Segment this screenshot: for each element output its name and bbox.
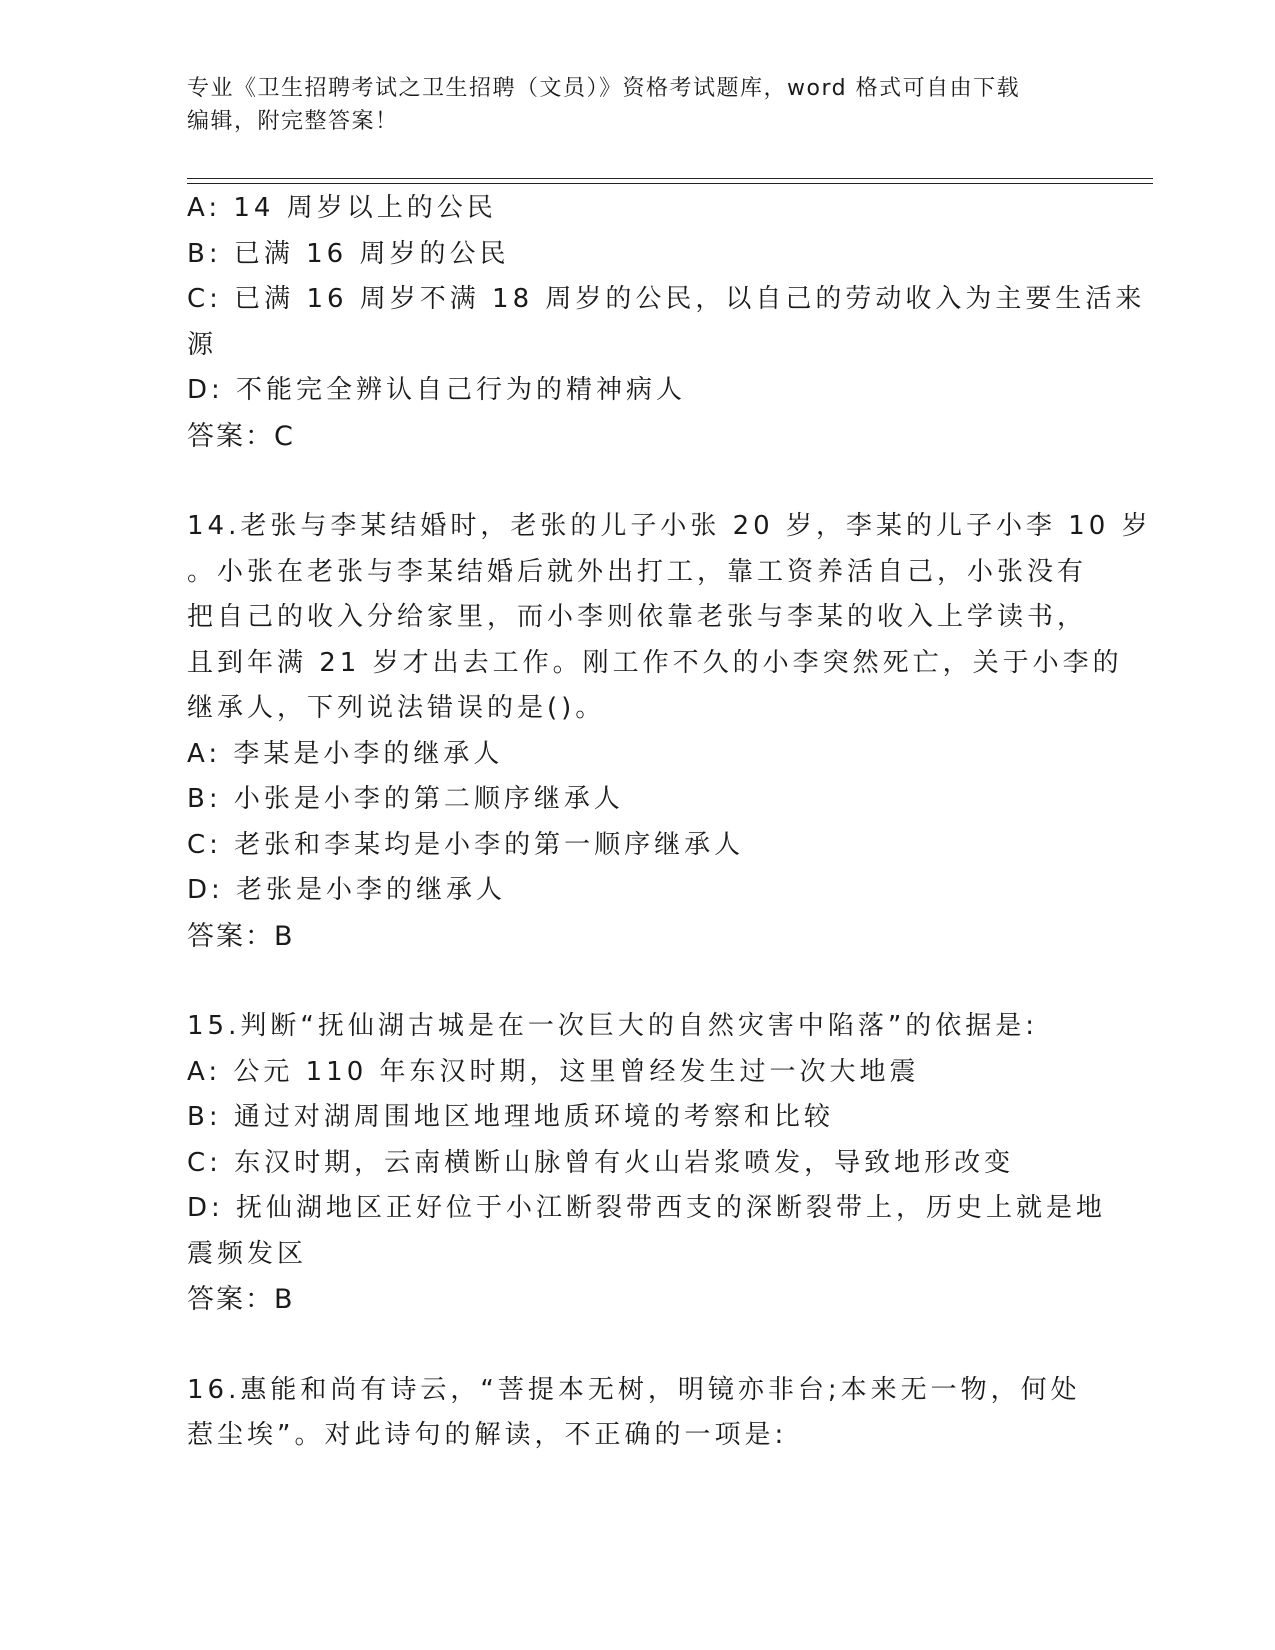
- option-c: C: 东汉时期，云南横断山脉曾有火山岩浆喷发，导致地形改变: [187, 1147, 1015, 1178]
- question-content: [187, 186, 1152, 1459]
- question-stem-line: 把自己的收入分给家里，而小李则依靠老张与李某的收入上学读书，: [187, 602, 1088, 632]
- option-b: B: 小张是小李的第二顺序继承人: [187, 784, 624, 814]
- option-a: A: 14 周岁以上的公民: [187, 193, 497, 223]
- answer-label: 答案：B: [187, 1284, 295, 1315]
- option-b: B: 通过对湖周围地区地理地质环境的考察和比较: [187, 1102, 834, 1132]
- question-stem-line: 且到年满 21 岁才出去工作。刚工作不久的小李突然死亡，关于小李的: [187, 647, 1123, 678]
- question-stem-line: 14.老张与李某结婚时，老张的儿子小张 20 岁，李某的儿子小李 10 岁: [187, 511, 1152, 541]
- question-stem-line: 15.判断“抚仙湖古城是在一次巨大的自然灾害中陷落”的依据是:: [187, 1011, 1039, 1041]
- option-a: A: 李某是小李的继承人: [187, 738, 504, 769]
- question-14-block: [187, 504, 1152, 959]
- option-c-continued: 源: [187, 329, 218, 360]
- header-line-1: 专业《卫生招聘考试之卫生招聘（文员）》资格考试题库，word 格式可自由下载: [187, 76, 1021, 101]
- header-divider-top: [187, 178, 1153, 179]
- question-stem-line: 继承人，下列说法错误的是()。: [187, 693, 606, 723]
- question-15-block: [187, 1004, 1107, 1323]
- question-stem-line: 。小张在老张与李某结婚后就外出打工，靠工资养活自己，小张没有: [187, 556, 1088, 587]
- option-d: D: 老张是小李的继承人: [187, 875, 507, 905]
- option-c: C: 已满 16 周岁不满 18 周岁的公民，以自己的劳动收入为主要生活来: [187, 284, 1146, 314]
- question-stem-line: 惹尘埃”。对此诗句的解读，不正确的一项是:: [187, 1420, 788, 1450]
- header-divider-bottom: [187, 183, 1153, 184]
- option-a: A: 公元 110 年东汉时期，这里曾经发生过一次大地震: [187, 1056, 920, 1087]
- question-16-block: [187, 1368, 1087, 1459]
- answer-label: 答案：B: [187, 920, 295, 952]
- option-d-continued: 震频发区: [187, 1238, 308, 1269]
- option-d: D: 不能完全辨认自己行为的精神病人: [187, 375, 687, 405]
- header-line-2: 编辑，附完整答案！: [187, 109, 399, 134]
- question-stem-line: 16.惠能和尚有诗云，“菩提本无树，明镜亦非台;本来无一物，何处: [187, 1374, 1081, 1405]
- option-c: C: 老张和李某均是小李的第一顺序继承人: [187, 829, 745, 860]
- document-header: [187, 72, 1067, 138]
- option-d: D: 抚仙湖地区正好位于小江断裂带西支的深断裂带上，历史上就是地: [187, 1193, 1107, 1223]
- answer-label: 答案：C: [187, 420, 295, 452]
- question-13-block: [187, 186, 1146, 459]
- option-b: B: 已满 16 周岁的公民: [187, 238, 510, 269]
